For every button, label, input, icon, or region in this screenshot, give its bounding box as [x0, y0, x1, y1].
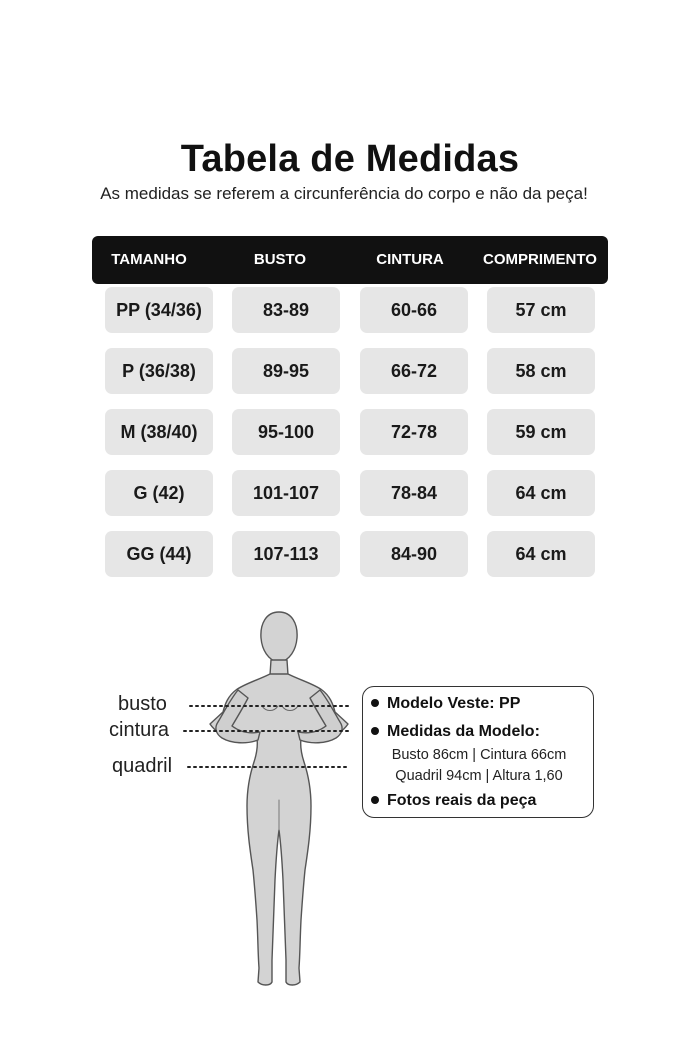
model-measures-title: Medidas da Modelo: [387, 723, 540, 740]
table-cell-waist: 60-66 [360, 287, 468, 333]
table-cell-bust: 89-95 [232, 348, 340, 394]
bullet-icon [371, 727, 379, 735]
table-cell-length: 57 cm [487, 287, 595, 333]
table-cell-length: 64 cm [487, 531, 595, 577]
table-cell-size: G (42) [105, 470, 213, 516]
table-cell-waist: 78-84 [360, 470, 468, 516]
table-cell-length: 64 cm [487, 470, 595, 516]
column-header-bust: BUSTO [253, 251, 307, 268]
table-cell-size: PP (34/36) [105, 287, 213, 333]
bust-label: busto [118, 693, 167, 715]
column-header-size: TAMANHO [111, 251, 187, 268]
figure-neck [270, 660, 288, 675]
page-subtitle: As medidas se referem a circunferência do corpo e não da peça! [100, 184, 588, 203]
table-cell-bust: 101-107 [232, 470, 340, 516]
model-measures-line2: Quadril 94cm | Altura 1,60 [395, 768, 563, 784]
table-cell-waist: 72-78 [360, 409, 468, 455]
figure-head [261, 612, 297, 663]
model-wears-text: Modelo Veste: PP [387, 695, 521, 712]
model-measures-line1: Busto 86cm | Cintura 66cm [391, 747, 567, 763]
table-cell-length: 58 cm [487, 348, 595, 394]
page-title: Tabela de Medidas [180, 138, 520, 180]
table-cell-size: P (36/38) [105, 348, 213, 394]
waist-label: cintura [109, 719, 170, 741]
model-info-box [362, 686, 594, 818]
real-photos-text: Fotos reais da peça [387, 792, 537, 809]
table-cell-length: 59 cm [487, 409, 595, 455]
hip-label: quadril [112, 755, 173, 777]
real-photos-line [363, 792, 595, 810]
bullet-icon [371, 699, 379, 707]
bullet-icon [371, 796, 379, 804]
model-measures-title-line [363, 723, 595, 741]
table-cell-size: GG (44) [105, 531, 213, 577]
column-header-length: COMPRIMENTO [483, 251, 597, 268]
table-cell-waist: 66-72 [360, 348, 468, 394]
table-cell-bust: 107-113 [232, 531, 340, 577]
table-cell-size: M (38/40) [105, 409, 213, 455]
table-cell-waist: 84-90 [360, 531, 468, 577]
model-wears-line [363, 695, 595, 713]
column-header-waist: CINTURA [376, 251, 444, 268]
table-cell-bust: 83-89 [232, 287, 340, 333]
table-cell-bust: 95-100 [232, 409, 340, 455]
